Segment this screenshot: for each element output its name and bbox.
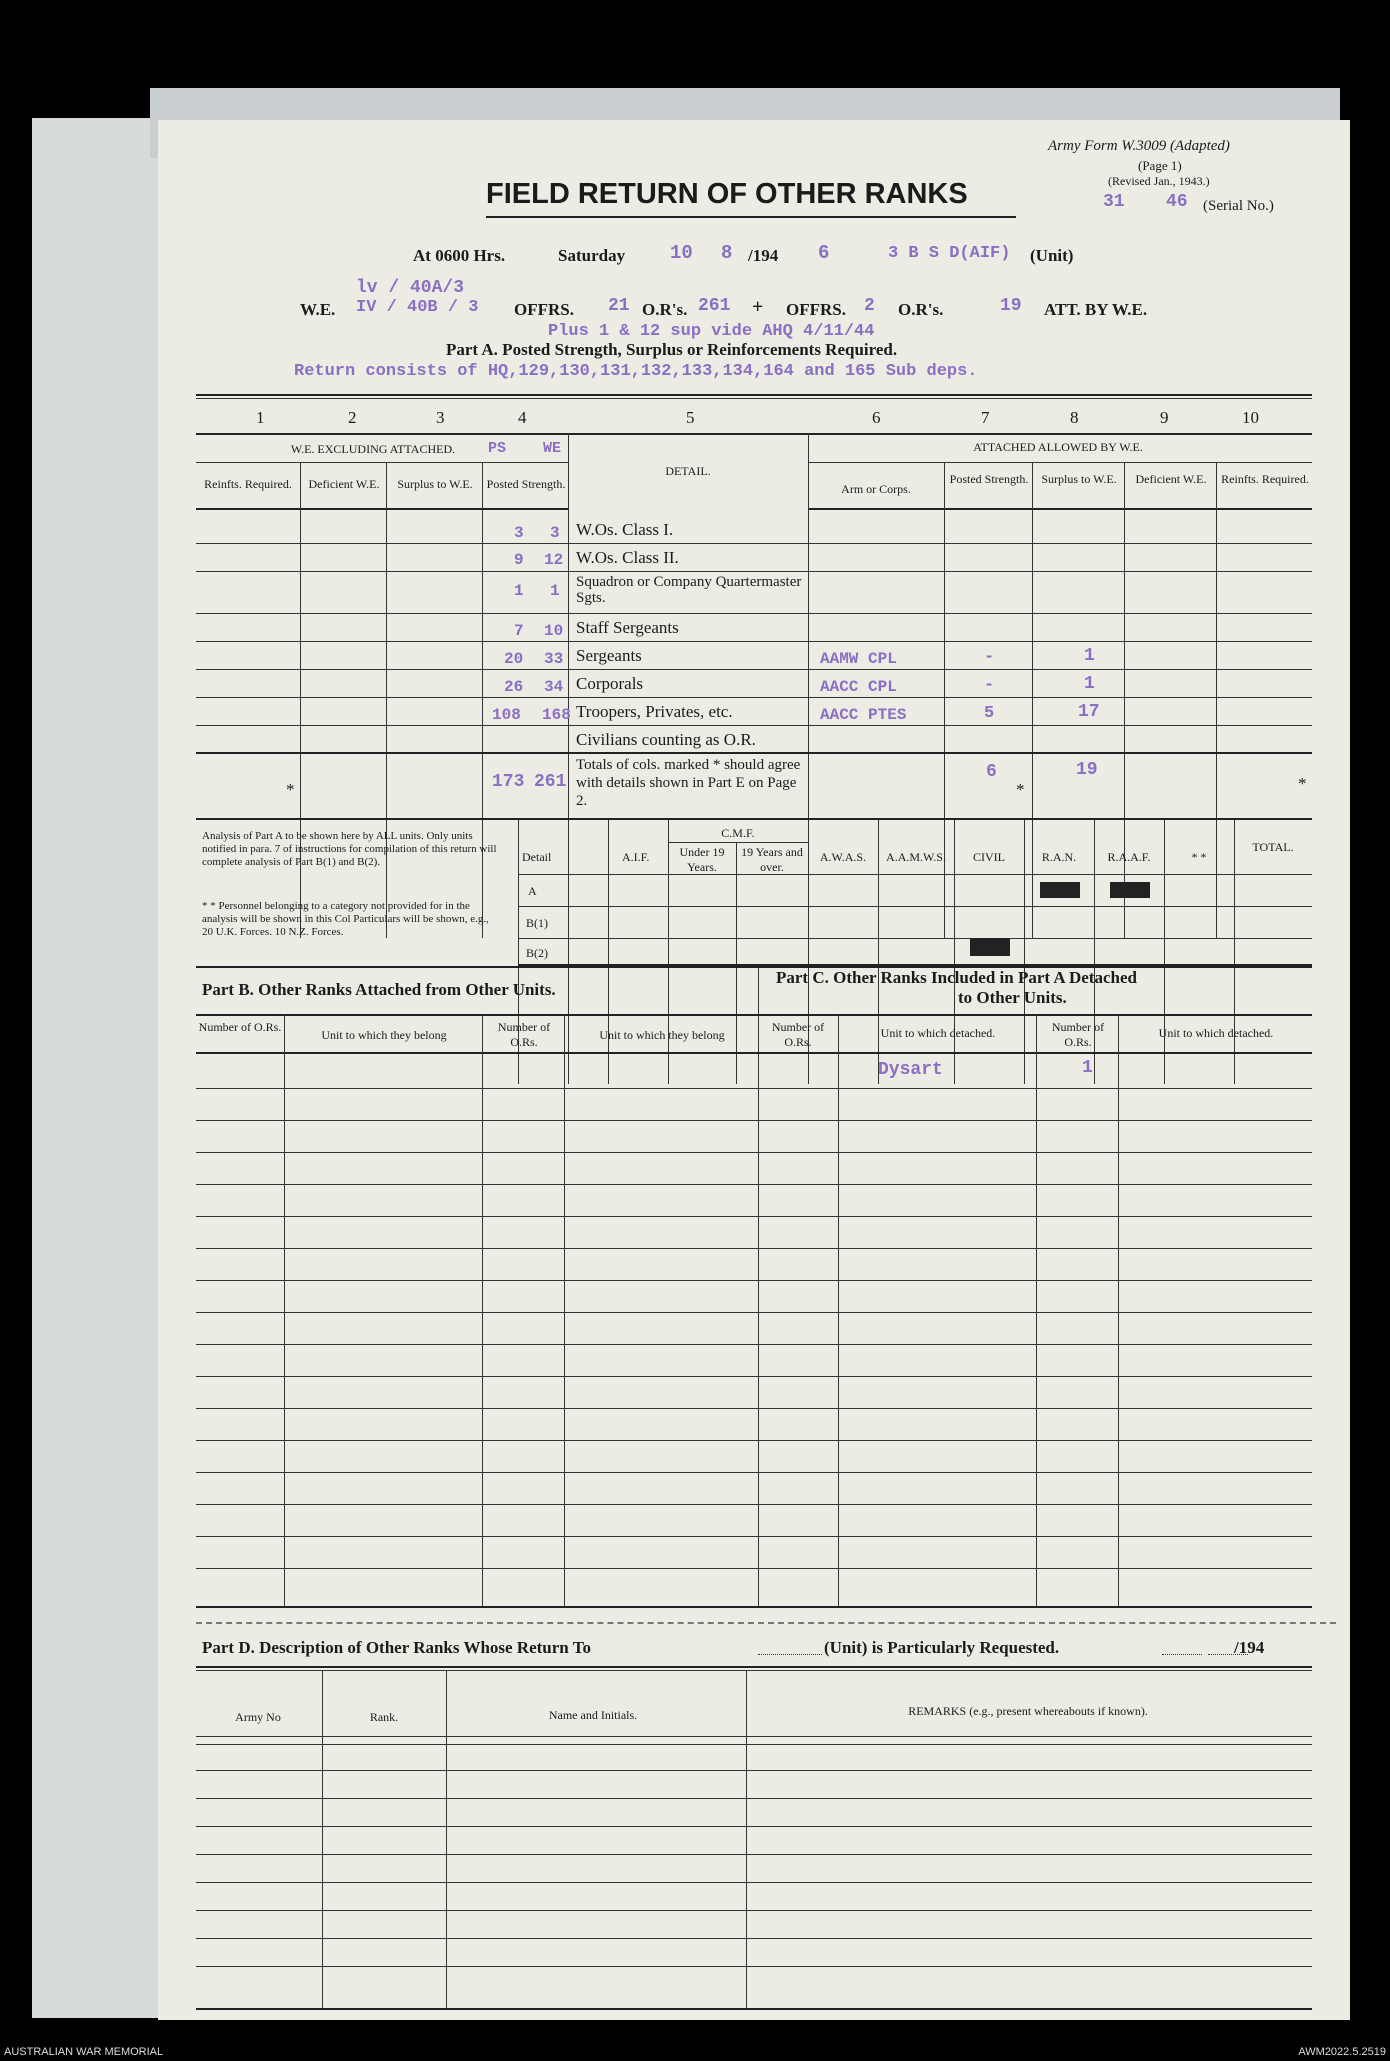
- an-hdr-aif: A.I.F.: [622, 850, 650, 864]
- page-title: FIELD RETURN OF OTHER RANKS: [486, 178, 968, 210]
- part-a-title: Part A. Posted Strength, Surplus or Reinforcements Required.: [446, 340, 898, 359]
- an-hdr-other: * *: [1191, 850, 1207, 864]
- we-totals: 261: [534, 772, 567, 792]
- pd-hdr-rank: Rank.: [369, 1710, 399, 1724]
- bc-row-8: [196, 1312, 1312, 1313]
- ors-value-ink: 261: [698, 296, 731, 316]
- col-num-1: 1: [256, 408, 265, 427]
- arm-sgts: AAMW CPL: [820, 650, 897, 668]
- an-v2: [568, 820, 569, 1084]
- pd-top: [196, 1666, 1312, 1668]
- analysis-note-2: * * Personnel belonging to a category not provided for in the analysis will be shown in this Col Particulars will be shown, e.g., 20 U.K. Forces. 10 N.Z. Forces.: [202, 900, 489, 938]
- ink-note: Plus 1 & 12 sup vide AHQ 4/11/44: [548, 322, 875, 341]
- bc-row-11: [196, 1408, 1312, 1409]
- an-hdr-detail: Detail: [522, 850, 552, 864]
- ps-staff: 7: [514, 622, 524, 640]
- bc-row-13: [196, 1472, 1312, 1473]
- an-v3: [608, 820, 609, 1084]
- an-hdr-aamws: A.A.M.W.S.: [886, 850, 946, 864]
- pa-totals-bottom: [196, 818, 1312, 820]
- bc-row-14: [196, 1504, 1312, 1505]
- bc-row-5: [196, 1216, 1312, 1217]
- col-num-7: 7: [981, 408, 990, 427]
- pa-r5: [196, 669, 1312, 670]
- an-row-b1: B(1): [526, 916, 548, 930]
- part-d-date-blank-1: [1162, 1654, 1202, 1655]
- bc-row-6: [196, 1248, 1312, 1249]
- we-label: W.E.: [300, 300, 336, 319]
- star-col10: *: [1298, 774, 1307, 793]
- offrs-label: OFFRS.: [514, 300, 574, 319]
- bc-bottom: [196, 1606, 1312, 1608]
- col-num-2: 2: [348, 408, 357, 427]
- date-day-ink: 10: [670, 242, 693, 264]
- row-detail-troopers: Troopers, Privates, etc.: [576, 702, 733, 721]
- date-month-ink: 8: [721, 242, 733, 264]
- pa-v7: [1032, 462, 1033, 938]
- pd-r4: [196, 1826, 1312, 1827]
- pd-hdr-army-no: Army No: [235, 1710, 281, 1724]
- part-c-title-2: to Other Units.: [958, 988, 1067, 1007]
- detail-header: DETAIL.: [665, 464, 711, 478]
- part-d-title-end: /194: [1234, 1638, 1265, 1657]
- pc-hdr-num-2: Number of O.Rs.: [1051, 1020, 1105, 1049]
- an-hdr-raaf: R.A.A.F.: [1107, 850, 1151, 864]
- att-surplus-cpls: 1: [1084, 674, 1095, 694]
- form-sheet: [158, 120, 1350, 2020]
- ps-sgts: 20: [504, 650, 524, 668]
- pc-entry-number-ink: 1: [1082, 1058, 1093, 1078]
- pd-top-2: [196, 1670, 1312, 1671]
- pb-top: [196, 966, 1312, 968]
- pd-r1b: [196, 1744, 1312, 1745]
- bc-row-9: [196, 1344, 1312, 1345]
- col-num-10: 10: [1242, 408, 1259, 427]
- serial-label: (Serial No.): [1203, 198, 1274, 214]
- pb-hdr-num-2: Number of O.Rs.: [497, 1020, 551, 1049]
- bc-row-10: [196, 1376, 1312, 1377]
- col-num-3: 3: [436, 408, 445, 427]
- bc-row-1: [196, 1088, 1312, 1089]
- row-detail-civilians: Civilians counting as O.R.: [576, 730, 756, 749]
- star-col7: *: [1016, 780, 1025, 799]
- hdr-arm-corps: Arm or Corps.: [841, 482, 911, 496]
- bc-row-7: [196, 1280, 1312, 1281]
- pb-hdr-unit-1: Unit to which they belong: [321, 1028, 447, 1042]
- col-num-5: 5: [686, 408, 695, 427]
- we-cpls: 34: [544, 678, 564, 696]
- pd-r2: [196, 1770, 1312, 1771]
- row-detail-qms: Squadron or Company Quartermaster Sgts.: [576, 574, 802, 606]
- we-wo1: 3: [550, 524, 560, 542]
- hdr-att-deficient: Deficient W.E.: [1135, 472, 1207, 486]
- att-ps-troopers: 5: [984, 704, 995, 723]
- page-label: (Page 1): [1138, 158, 1182, 173]
- ran-blackout: [1040, 882, 1080, 898]
- an-row-a: A: [528, 884, 537, 898]
- footer-right: AWM2022.5.2519: [1298, 2046, 1386, 2058]
- year-digit-ink: 6: [818, 242, 830, 264]
- ps-cpls: 26: [504, 678, 524, 696]
- we-ink: WE: [543, 440, 562, 457]
- bc-row-4: [196, 1184, 1312, 1185]
- an-hdr-under19: Under 19 Years.: [679, 845, 725, 874]
- we-sgts: 33: [544, 650, 564, 668]
- pb-v1: [284, 1014, 285, 1606]
- an-cmf-split: [668, 842, 808, 843]
- attached-allowed-header: ATTACHED ALLOWED BY W.E.: [973, 440, 1143, 454]
- pa-r7: [196, 725, 1312, 726]
- hdr-att-posted: Posted Strength.: [949, 472, 1029, 486]
- part-d-title-mid: (Unit) is Particularly Requested.: [824, 1638, 1060, 1657]
- part-d-unit-blank: [758, 1654, 822, 1655]
- row-detail-sgts: Sergeants: [576, 646, 642, 665]
- pb-v3: [564, 1014, 565, 1606]
- pa-v6: [944, 462, 945, 938]
- hdr-deficient-we: Deficient W.E.: [308, 477, 380, 491]
- ink-return-note: Return consists of HQ,129,130,131,132,133,134,164 and 165 Sub deps.: [294, 362, 978, 381]
- an-hdr-awas: A.W.A.S.: [819, 850, 867, 864]
- col-num-4: 4: [518, 408, 527, 427]
- ps-qms: 1: [514, 582, 524, 600]
- pa-r3: [196, 613, 1312, 614]
- pb-hdr-num-1: Number of O.Rs.: [198, 1020, 282, 1034]
- bc-divider: [758, 966, 759, 1606]
- footer-left: AUSTRALIAN WAR MEMORIAL: [4, 2046, 164, 2058]
- an-h2: [518, 906, 1312, 907]
- pb-hdr-unit-2: Unit to which they belong: [599, 1028, 725, 1042]
- unit-ink: 3 B S D(AIF): [888, 244, 1011, 263]
- ors-label: O.R's.: [642, 300, 688, 319]
- part-c-title-1: Part C. Other Ranks Included in Part A Detached: [776, 968, 1137, 987]
- bc-hdr-bottom: [196, 1052, 1312, 1054]
- part-a-top-rule: [196, 394, 1312, 396]
- pa-v8: [1124, 462, 1125, 938]
- att-surplus-sgts: 1: [1084, 646, 1095, 666]
- bc-row-3: [196, 1152, 1312, 1153]
- column-numbers: [196, 408, 1312, 428]
- col-num-9: 9: [1160, 408, 1169, 427]
- pd-r3: [196, 1798, 1312, 1799]
- pc-v2: [1036, 1014, 1037, 1606]
- an-hdr-total: TOTAL.: [1252, 840, 1294, 854]
- serial-ink-b: 46: [1166, 192, 1188, 212]
- att-ps-totals: 6: [986, 762, 997, 782]
- pb-v2: [482, 1014, 483, 1606]
- pc-hdr-unit-2: Unit to which detached.: [1158, 1026, 1274, 1040]
- hdr-att-reinfts: Reinfts. Required.: [1221, 472, 1309, 486]
- pa-v9: [1216, 462, 1217, 938]
- left-subhdr-rule: [196, 508, 568, 510]
- row-detail-wo1: W.Os. Class I.: [576, 520, 674, 539]
- pd-hdr-name: Name and Initials.: [548, 1708, 638, 1722]
- an-hdr-civil: CIVIL: [973, 850, 1005, 864]
- pa-r8: [196, 752, 1312, 754]
- pa-r1: [196, 543, 1312, 544]
- part-b-title: Part B. Other Ranks Attached from Other Units.: [202, 980, 556, 999]
- arm-troopers: AACC PTES: [820, 706, 907, 724]
- star-col1: *: [286, 780, 295, 799]
- pd-r1: [196, 1736, 1312, 1737]
- part-a-top-rule-2: [196, 398, 1312, 399]
- an-hdr-19over: 19 Years and over.: [741, 845, 803, 874]
- we-staff: 10: [544, 622, 564, 640]
- we-qms: 1: [550, 582, 560, 600]
- bc-row-15: [196, 1536, 1312, 1537]
- raaf-blackout: [1110, 882, 1150, 898]
- ps-troopers: 108: [492, 706, 521, 724]
- row-detail-staff-sgts: Staff Sergeants: [576, 618, 679, 637]
- day-label: Saturday: [558, 246, 626, 265]
- underlying-sheet: [32, 118, 162, 2018]
- pa-r2: [196, 571, 1312, 572]
- an-row-b2: B(2): [526, 946, 548, 960]
- ors2-label: O.R's.: [898, 300, 944, 319]
- pc-hdr-unit-1: Unit to which detached.: [880, 1026, 996, 1040]
- col-num-6: 6: [872, 408, 881, 427]
- hdr-posted-strength: Posted Strength.: [486, 477, 566, 491]
- serial-ink-a: 31: [1103, 192, 1125, 212]
- ps-ink: PS: [488, 440, 507, 457]
- year-prefix: /194: [748, 246, 779, 265]
- bc-row-16: [196, 1568, 1312, 1569]
- right-header-split: [808, 462, 1312, 463]
- civil-blackout: [970, 938, 1010, 956]
- army-form-label: Army Form W.3009 (Adapted): [1048, 138, 1230, 154]
- pa-r6: [196, 697, 1312, 698]
- bc-row-12: [196, 1440, 1312, 1441]
- offrs2-value-ink: 2: [864, 296, 875, 316]
- att-surplus-troopers: 17: [1078, 702, 1100, 722]
- ps-wo2: 9: [514, 551, 524, 569]
- hdr-att-surplus: Surplus to W.E.: [1041, 472, 1117, 486]
- pd-r9: [196, 1966, 1312, 1967]
- att-ps-sgts: -: [984, 648, 995, 667]
- we-troopers: 168: [542, 706, 571, 724]
- pc-hdr-num-1: Number of O.Rs.: [771, 1020, 825, 1049]
- part-d-title: Part D. Description of Other Ranks Whose Return To: [202, 1638, 591, 1657]
- hdr-surplus-we: Surplus to W.E.: [397, 477, 473, 491]
- pc-v3: [1118, 1014, 1119, 1606]
- revised-label: (Revised Jan., 1943.): [1108, 174, 1210, 188]
- row-detail-cpls: Corporals: [576, 674, 644, 693]
- an-v12: [1234, 820, 1235, 1084]
- pd-bottom: [196, 2008, 1312, 2010]
- we-excluding-attached: W.E. EXCLUDING ATTACHED.: [290, 442, 456, 456]
- totals-detail: Totals of cols. marked * should agree with details shown in Part E on Page 2.: [576, 757, 801, 809]
- col-num-8: 8: [1070, 408, 1079, 427]
- an-h3: [518, 938, 1312, 939]
- pd-r5: [196, 1854, 1312, 1855]
- pd-r7: [196, 1910, 1312, 1911]
- pd-v3: [746, 1670, 747, 2010]
- an-h1: [518, 874, 1312, 875]
- plus-sign: +: [752, 296, 764, 318]
- bc-row-2: [196, 1120, 1312, 1121]
- we-wo2: 12: [544, 551, 564, 569]
- pa-r4: [196, 641, 1312, 642]
- ps-wo1: 3: [514, 524, 524, 542]
- row-detail-wo2: W.Os. Class II.: [576, 548, 679, 567]
- analysis-note: Analysis of Part A to be shown here by ALL units. Only units notified in para. 7 of instructions for compilation of this return will complete analysis of Part B(1) and B(2).: [202, 830, 497, 868]
- unit-label: (Unit): [1030, 246, 1074, 265]
- pd-r6: [196, 1882, 1312, 1883]
- right-subhdr-rule: [808, 508, 1312, 510]
- an-hdr-cmf: C.M.F.: [721, 826, 755, 840]
- ps-totals: 173: [492, 772, 525, 792]
- att-by-we-label: ATT. BY W.E.: [1044, 300, 1148, 319]
- pd-v2: [446, 1670, 447, 2010]
- hdr-reinfts-required: Reinfts. Required.: [204, 477, 292, 491]
- att-surplus-totals: 19: [1076, 760, 1098, 780]
- perforation-line: [196, 1622, 1336, 1624]
- ors2-value-ink: 19: [1000, 296, 1022, 316]
- col-number-rule: [196, 433, 1312, 435]
- offrs-value-ink: 21: [608, 296, 630, 316]
- we-ink-bottom: IV / 40B / 3: [356, 298, 479, 317]
- title-underline: [486, 216, 1016, 218]
- we-ink-top: lv / 40A/3: [356, 278, 465, 298]
- att-ps-cpls: -: [984, 676, 995, 695]
- bc-hdr-top: [196, 1014, 1312, 1016]
- pd-hdr-remarks: REMARKS (e.g., present whereabouts if known).: [908, 1704, 1148, 1718]
- pd-v1: [322, 1670, 323, 2010]
- left-header-split: [196, 462, 568, 463]
- pd-r8: [196, 1938, 1312, 1939]
- an-hdr-ran: R.A.N.: [1041, 850, 1077, 864]
- pc-entry-unit-ink: Dysart: [878, 1060, 943, 1080]
- an-v5: [736, 842, 737, 1084]
- at-hours: At 0600 Hrs.: [413, 246, 506, 265]
- offrs2-label: OFFRS.: [786, 300, 846, 319]
- pc-v1: [838, 1014, 839, 1606]
- arm-cpls: AACC CPL: [820, 678, 897, 696]
